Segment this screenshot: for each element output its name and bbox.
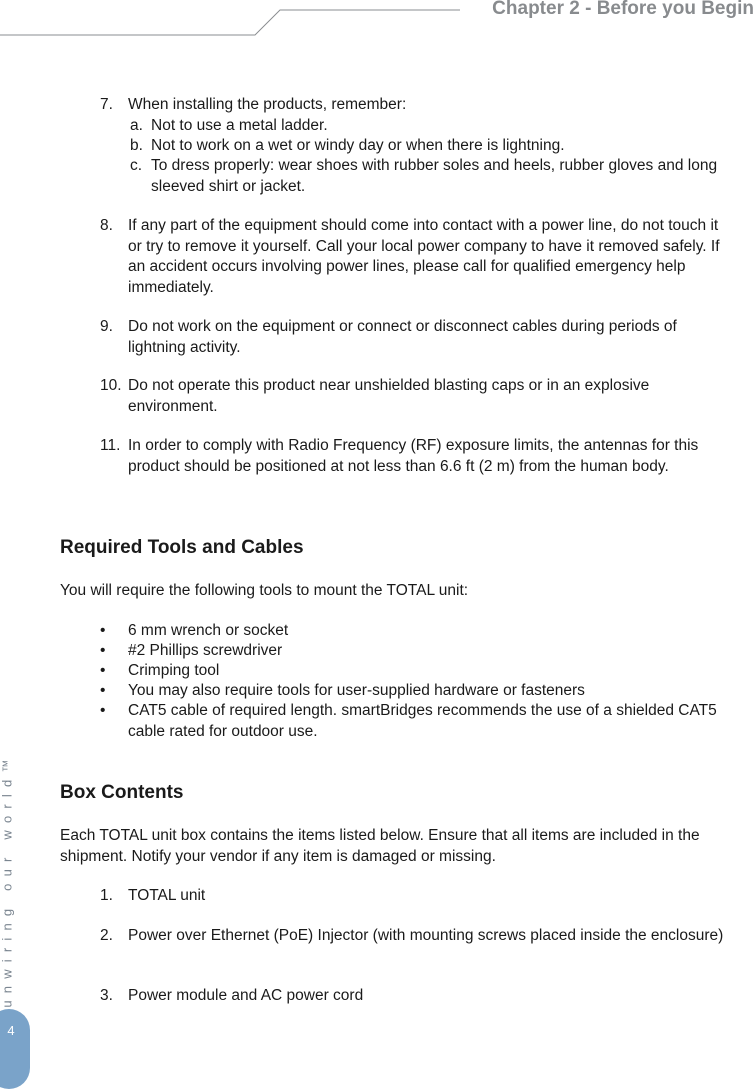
subitem-text: Not to work on a wet or windy day or when there is lightning.: [151, 137, 565, 154]
list-item-text: #2 Phillips screwdriver: [128, 642, 283, 659]
item-text: If any part of the equipment should come into contact with a power line, do not touch it or try to remove it yourself. Call your local power company to have it removed safely. If an accident occurs involving power lines, please call for qualified emergency help immediately.: [128, 217, 720, 296]
bullet-glyph: •: [100, 622, 106, 639]
item-number: 11.: [100, 437, 121, 454]
section-heading-tools: Required Tools and Cables: [60, 537, 304, 558]
bullet-glyph: •: [100, 642, 106, 659]
section-heading-box-contents: Box Contents: [60, 782, 184, 803]
page-header: [0, 0, 754, 40]
item-text: Power module and AC power cord: [128, 987, 364, 1004]
item-number: 7.: [100, 96, 113, 113]
page-number: 4: [7, 1023, 15, 1038]
side-tagline: [0, 745, 14, 1015]
subitem-text: Not to use a metal ladder.: [151, 117, 328, 134]
item-number: 2.: [100, 927, 113, 944]
subitem-text: To dress properly: wear shoes with rubber soles and heels, rubber gloves and long sleeved shirt or jacket.: [151, 157, 718, 195]
subitem-letter: b.: [130, 137, 143, 154]
chapter-title: Chapter 2 - Before you Begin: [492, 0, 754, 19]
page-number-badge: [0, 1009, 30, 1089]
list-item-text: CAT5 cable of required length. smartBridges recommends the use of a shielded CAT5 cable rated for outdoor use.: [128, 702, 717, 740]
subitem-letter: a.: [130, 117, 143, 134]
item-number: 9.: [100, 318, 113, 335]
item-text: Power over Ethernet (PoE) Injector (with mounting screws placed inside the enclosure): [128, 927, 724, 944]
list-item-text: You may also require tools for user-supplied hardware or fasteners: [128, 682, 585, 699]
box-intro: Each TOTAL unit box contains the items listed below. Ensure that all items are included in the shipment. Notify your vendor if any item is damaged or missing.: [60, 827, 700, 865]
bullet-glyph: •: [100, 682, 106, 699]
item-number: 1.: [100, 887, 113, 904]
bullet-glyph: •: [100, 662, 106, 679]
item-number: 3.: [100, 987, 113, 1004]
bullet-glyph: •: [100, 702, 106, 719]
item-number: 8.: [100, 217, 113, 234]
item-text: Do not work on the equipment or connect or disconnect cables during periods of lightning activity.: [128, 318, 677, 356]
item-text: When installing the products, remember:: [128, 96, 407, 113]
item-text: In order to comply with Radio Frequency (RF) exposure limits, the antennas for this product should be positioned at not less than 6.6 ft (2 m) from the human body.: [128, 437, 699, 475]
tools-intro: You will require the following tools to mount the TOTAL unit:: [60, 582, 469, 599]
item-number: 10.: [100, 377, 122, 394]
subitem-letter: c.: [130, 157, 143, 174]
list-item-text: Crimping tool: [128, 662, 220, 679]
item-text: TOTAL unit: [128, 887, 206, 904]
side-tagline-text: unwiring our world™: [0, 752, 15, 1008]
list-item-text: 6 mm wrench or socket: [128, 622, 289, 639]
item-text: Do not operate this product near unshielded blasting caps or in an explosive environment.: [128, 377, 650, 415]
